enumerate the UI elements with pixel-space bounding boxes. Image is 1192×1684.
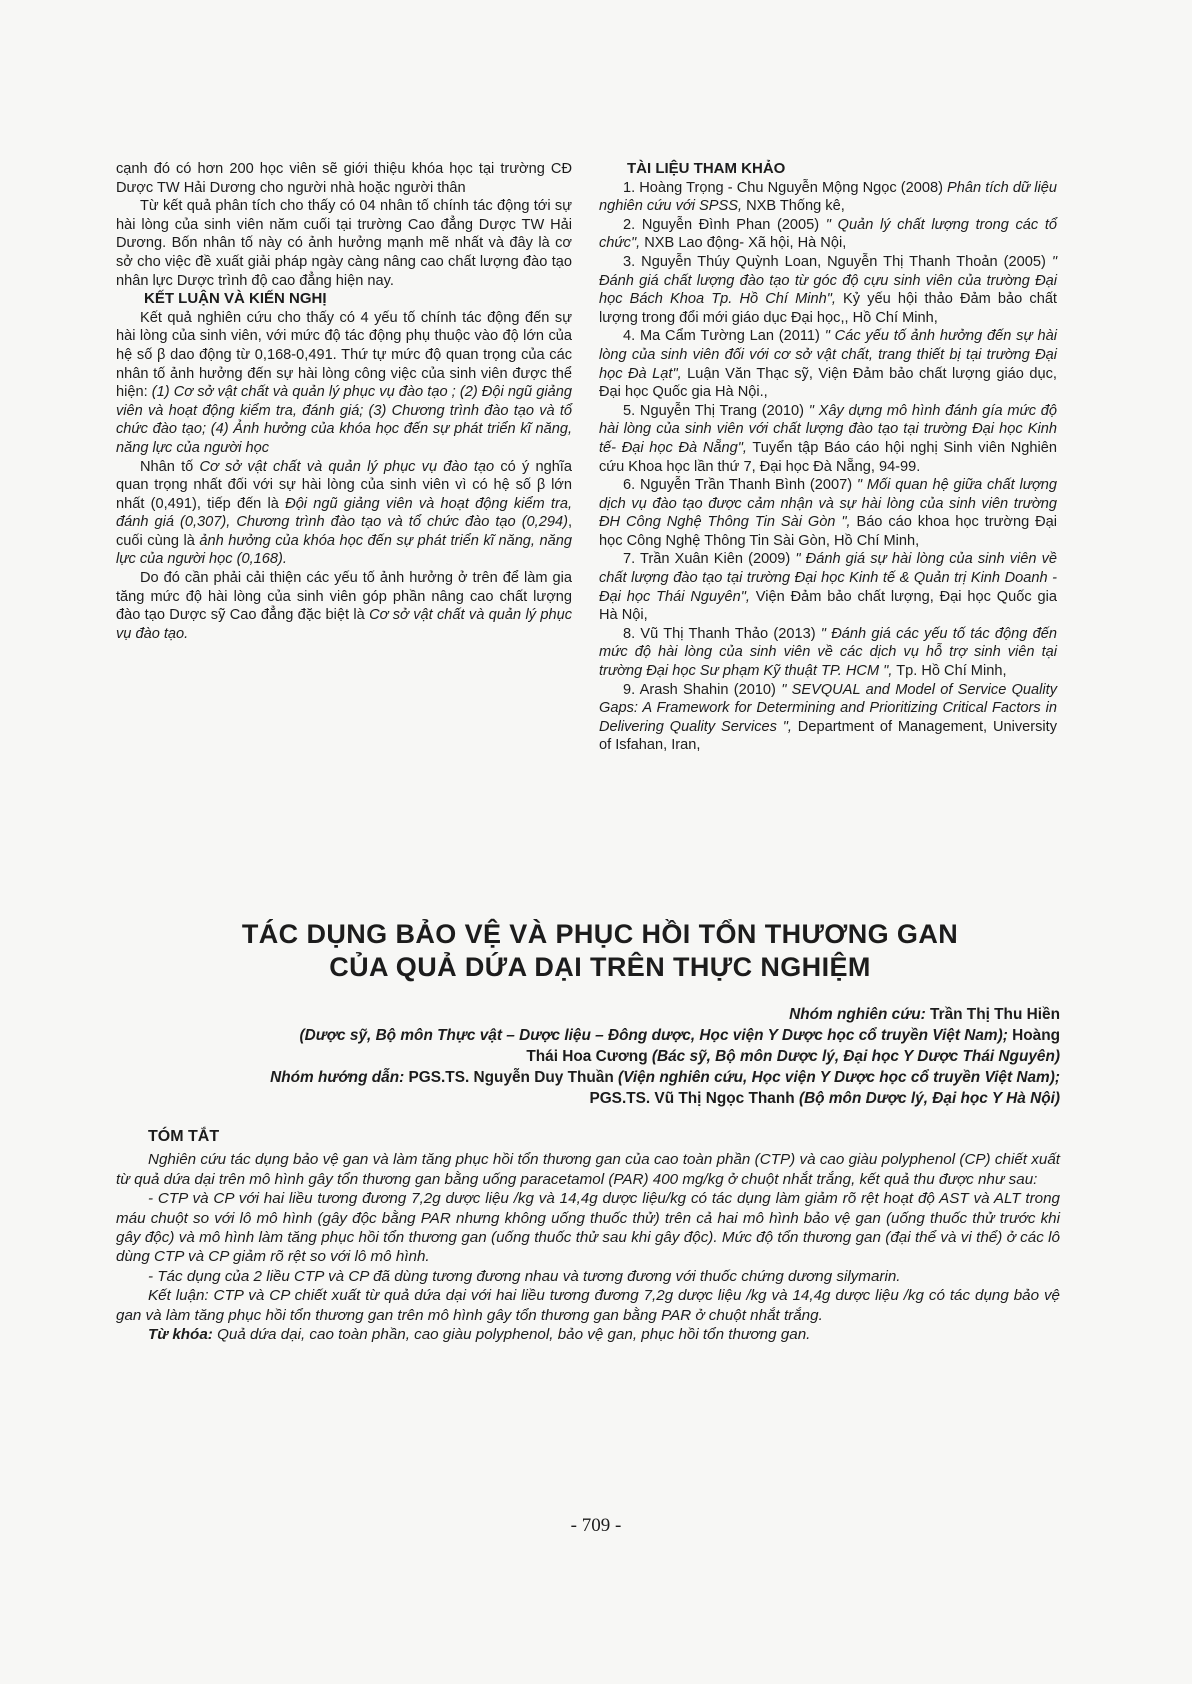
advisor-name: PGS.TS. Vũ Thị Ngọc Thanh bbox=[589, 1090, 799, 1107]
italic-text: Cơ sở vật chất và quản lý phục vụ đào tạo. bbox=[116, 607, 572, 642]
reference-item bbox=[599, 216, 1057, 253]
text-run: Tuyển tập Báo cáo hội nghị Sinh viên Nghiên cứu Khoa học lần thứ 7, Đại học Đà Nẵng, 94-99. bbox=[599, 439, 1057, 475]
text-run: Tp. Hồ Chí Minh, bbox=[892, 663, 1007, 680]
paragraph bbox=[116, 569, 572, 643]
reference-item bbox=[599, 550, 1057, 624]
author-name: Thái Hoa Cương bbox=[526, 1048, 652, 1065]
text-run: 8. Vũ Thị Thanh Thảo (2013) bbox=[623, 625, 821, 642]
reference-item bbox=[599, 253, 1057, 327]
references-column bbox=[599, 160, 1057, 755]
italic-text: " SEVQUAL and Model of Service Quality Gaps: A Framework for Determining and Prioritizing Critical Factors in Delivering Quality Services ", bbox=[599, 681, 1057, 735]
author-line bbox=[90, 1004, 1060, 1025]
italic-text: Đội ngũ giảng viên và hoạt động kiểm tra, đánh giá (0,307), Chương trình đào tạo và tổ chức đào tạo (0,294) bbox=[116, 495, 572, 531]
text-run: 3. Nguyễn Thúy Quỳnh Loan, Nguyễn Thị Thanh Thoản (2005) bbox=[623, 253, 1052, 270]
text-run: 2. Nguyễn Đình Phan (2005) bbox=[623, 216, 826, 233]
advisor-name: PGS.TS. Nguyễn Duy Thuần bbox=[404, 1069, 619, 1086]
text-run: NXB Lao động- Xã hội, Hà Nội, bbox=[640, 235, 847, 252]
author-affiliation: (Dược sỹ, Bộ môn Thực vật – Dược liệu – Đông dược, Học viện Y Dược học cổ truyền Việt Nam); bbox=[299, 1027, 1008, 1044]
italic-text: " Quản lý chất lượng trong các tổ chức", bbox=[599, 216, 1058, 252]
text-run: 5. Nguyễn Thị Trang (2010) bbox=[623, 402, 809, 419]
abstract-paragraph: Kết luận: CTP và CP chiết xuất từ quả dứa dại với hai liều tương đương 7,2g dược liệu /kg và 14,4g dược liệu /kg có tác dụng bảo vệ gan và làm tăng phục hồi tổn thương gan trên mô hình gây tổn thương gan bằng PAR ở chuột nhắt trắng. bbox=[116, 1287, 1060, 1324]
author-affiliation: (Bác sỹ, Bộ môn Dược lý, Đại học Y Dược Thái Nguyên) bbox=[651, 1048, 1060, 1065]
paragraph bbox=[116, 458, 572, 570]
title-line: CỦA QUẢ DỨA DẠI TRÊN THỰC NGHIỆM bbox=[329, 952, 871, 982]
page-number: - 709 - bbox=[570, 1515, 622, 1536]
article-title bbox=[100, 918, 1100, 984]
abstract-paragraph: Nghiên cứu tác dụng bảo vệ gan và làm tăng phục hồi tổn thương gan của cao toàn phần (CTP) và cao giàu polyphenol (CP) chiết xuất từ quả dứa dại trên mô hình gây tổn thương gan bằng uống paracetamol (PAR) 400 mg/kg ở chuột nhắt trắng, kết quả thu được như sau: bbox=[116, 1151, 1060, 1188]
reference-item bbox=[599, 681, 1057, 755]
reference-item bbox=[599, 179, 1057, 216]
text-run: 4. Ma Cẩm Tường Lan (2011) bbox=[623, 328, 825, 345]
text-run: Do đó cần phải cải thiện các yếu tố ảnh hưởng ở trên để làm gia tăng mức độ hài lòng của sinh viên góp phần nâng cao chất lượng đào tạo Dược sỹ Cao đẳng đặc biệt là bbox=[116, 570, 572, 624]
italic-text: " Đánh giá sự hài lòng của sinh viên về chất lượng đào tạo tại trường Đại học Kinh tế & Quản trị Kinh Doanh - Đại học Thái Nguyên", bbox=[599, 551, 1057, 605]
text-run: NXB Thống kê, bbox=[742, 198, 845, 215]
author-block bbox=[90, 1004, 1060, 1109]
paragraph: cạnh đó có hơn 200 học viên sẽ giới thiệu khóa học tại trường CĐ Dược TW Hải Dương cho người nhà hoặc người thân bbox=[116, 161, 572, 196]
text-run: 9. Arash Shahin (2010) bbox=[623, 681, 782, 698]
author-line bbox=[90, 1046, 1060, 1067]
paragraph bbox=[116, 309, 572, 458]
italic-text: Cơ sở vật chất và quản lý phục vụ đào tạo bbox=[199, 458, 495, 475]
text-run: 1. Hoàng Trọng - Chu Nguyễn Mộng Ngọc (2008) bbox=[623, 179, 948, 196]
italic-text: " Đánh giá chất lượng đào tạo từ góc độ cựu sinh viên của trường Đại học Bách Khoa Tp. Hồ Chí Minh", bbox=[599, 253, 1057, 308]
author-line bbox=[90, 1067, 1060, 1088]
text-run: Kết quả nghiên cứu cho thấy có 4 yếu tố chính tác động đến sự hài lòng của sinh viên, với mức độ tác động phụ thuộc vào độ lớn của hệ số β dao động từ 0,168-0,491. Thứ tự mức độ quan trọng của các nhân tố ảnh hưởng đến sự hài lòng công việc của sinh viên được thể hiện: bbox=[116, 309, 572, 401]
abstract-paragraph: - CTP và CP với hai liều tương đương 7,2g dược liệu /kg và 14,4g dược liệu/kg có tác dụng làm giảm rõ rệt hoạt độ AST và ALT trong máu chuột so với lô mô hình (gây độc bằng PAR nhưng không uống thuốc thử) trên cả hai mô hình bảo vệ gan (uống thuốc thử trước khi gây độc) và mô hình làm tăng phục hồi tổn thương gan (uống thuốc thử sau khi gây độc). Mức độ tổn thương gan (đại thể và vi thể) ở các lô dùng CTP và CP giảm rõ rệt so với lô mô hình. bbox=[116, 1190, 1060, 1266]
abstract-heading: TÓM TẮT bbox=[148, 1128, 220, 1145]
advisor-affiliation: (Bộ môn Dược lý, Đại học Y Hà Nội) bbox=[798, 1090, 1060, 1107]
keywords bbox=[116, 1325, 1060, 1344]
italic-text: " Các yếu tố ảnh hưởng đến sự hài lòng của sinh viên đối với cơ sở vật chất, trang thiết bị tại trường Đại học Đà Lạt", bbox=[599, 328, 1057, 382]
reference-item bbox=[599, 327, 1057, 401]
title-line: TÁC DỤNG BẢO VỆ VÀ PHỤC HỒI TỔN THƯƠNG GAN bbox=[241, 919, 959, 949]
left-column bbox=[116, 160, 572, 643]
advisor-affiliation: (Viện nghiên cứu, Học viện Y Dược học cổ truyền Việt Nam); bbox=[618, 1069, 1060, 1086]
italic-text: " Xây dựng mô hình đánh gía mức độ hài lòng của sinh viên với chất lượng đào tạo tại trường Đại học Kinh tế- Đại học Đà Nẵng", bbox=[599, 402, 1058, 456]
reference-item bbox=[599, 402, 1057, 476]
keywords-text: Quả dứa dại, cao toàn phần, cao giàu polyphenol, bảo vệ gan, phục hồi tổn thương gan. bbox=[212, 1326, 811, 1344]
author-line bbox=[90, 1025, 1060, 1046]
author-line bbox=[90, 1088, 1060, 1109]
text-run: 7. Trần Xuân Kiên (2009) bbox=[623, 551, 796, 568]
advisor-label: Nhóm hướng dẫn: bbox=[270, 1069, 405, 1086]
text-run: Kỷ yếu hội thảo Đảm bảo chất lượng trong đổi mới giáo dục Đại học,, Hồ Chí Minh, bbox=[599, 291, 1057, 326]
author-name: Hoàng bbox=[1007, 1027, 1060, 1044]
italic-text: " Đánh giá các yếu tố tác động đến mức độ hài lòng của sinh viên về các dịch vụ hỗ trợ sinh viên tại trường Đại học Sư phạm Kỹ thuật TP. HCM ", bbox=[599, 625, 1057, 680]
keywords-label: Từ khóa: bbox=[148, 1326, 213, 1344]
references-heading: TÀI LIỆU THAM KHẢO bbox=[627, 160, 786, 177]
text-run: 6. Nguyễn Trần Thanh Bình (2007) bbox=[623, 477, 857, 494]
abstract bbox=[116, 1127, 1060, 1344]
italic-text: (1) Cơ sở vật chất và quản lý phục vụ đào tạo ; (2) Đội ngũ giảng viên và hoạt động kiểm tra, đánh giá; (3) Chương trình đào tạo và tổ chức đào tạo; (4) Ảnh hưởng của khóa học đến sự phát triển kĩ năng, năng lực của người học bbox=[116, 384, 572, 456]
reference-item bbox=[599, 625, 1057, 681]
text-run: Department of Management, University of Isfahan, Iran, bbox=[599, 718, 1057, 754]
italic-text: ảnh hưởng của khóa học đến sự phát triển kĩ năng, năng lực của người học (0,168). bbox=[116, 532, 572, 568]
author-label: Nhóm nghiên cứu: bbox=[789, 1006, 926, 1023]
text-run: có ý nghĩa quan trọng nhất đối với sự hài lòng của sinh viên vì có hệ số β lớn nhất (0,491), tiếp đến là bbox=[116, 458, 572, 512]
abstract-paragraph: - Tác dụng của 2 liều CTP và CP đã dùng tương đương nhau và tương đương với thuốc chứng dương silymarin. bbox=[148, 1267, 901, 1285]
reference-item bbox=[599, 476, 1057, 550]
paragraph: Từ kết quả phân tích cho thấy có 04 nhân tố chính tác động tới sự hài lòng của sinh viên năm cuối tại trường Cao đẳng Dược TW Hải Dương. Bốn nhân tố này có ảnh hưởng mạnh mẽ nhất và đây là cơ sở cho việc đề xuất giải pháp ngày càng nâng cao chất lượng đào tạo nhân lực Dược trình độ cao đẳng hiện nay. bbox=[116, 198, 572, 289]
text-run: , cuối cùng là bbox=[116, 514, 572, 549]
text-run: Luận Văn Thạc sỹ, Viện Đảm bảo chất lượng giáo dục, Đại học Quốc gia Hà Nội., bbox=[599, 365, 1057, 401]
author-name: Trần Thị Thu Hiền bbox=[925, 1006, 1060, 1023]
text-run: Nhân tố bbox=[140, 458, 200, 475]
italic-text: " Mối quan hệ giữa chất lượng dịch vụ đào tạo được cảm nhận và sự hài lòng của sinh viên trường ĐH Công Nghệ Thông Tin Sài Gòn ", bbox=[599, 477, 1057, 531]
text-run: Báo cáo khoa học trường Đại học Công Nghệ Thông Tin Sài Gòn, Hồ Chí Minh, bbox=[599, 514, 1057, 549]
italic-text: Phân tích dữ liệu nghiên cứu với SPSS, bbox=[599, 179, 1057, 215]
section-heading: KẾT LUẬN VÀ KIẾN NGHỊ bbox=[144, 290, 327, 308]
text-run: Viện Đảm bảo chất lượng, Đại học Quốc gia Hà Nội, bbox=[599, 588, 1057, 624]
